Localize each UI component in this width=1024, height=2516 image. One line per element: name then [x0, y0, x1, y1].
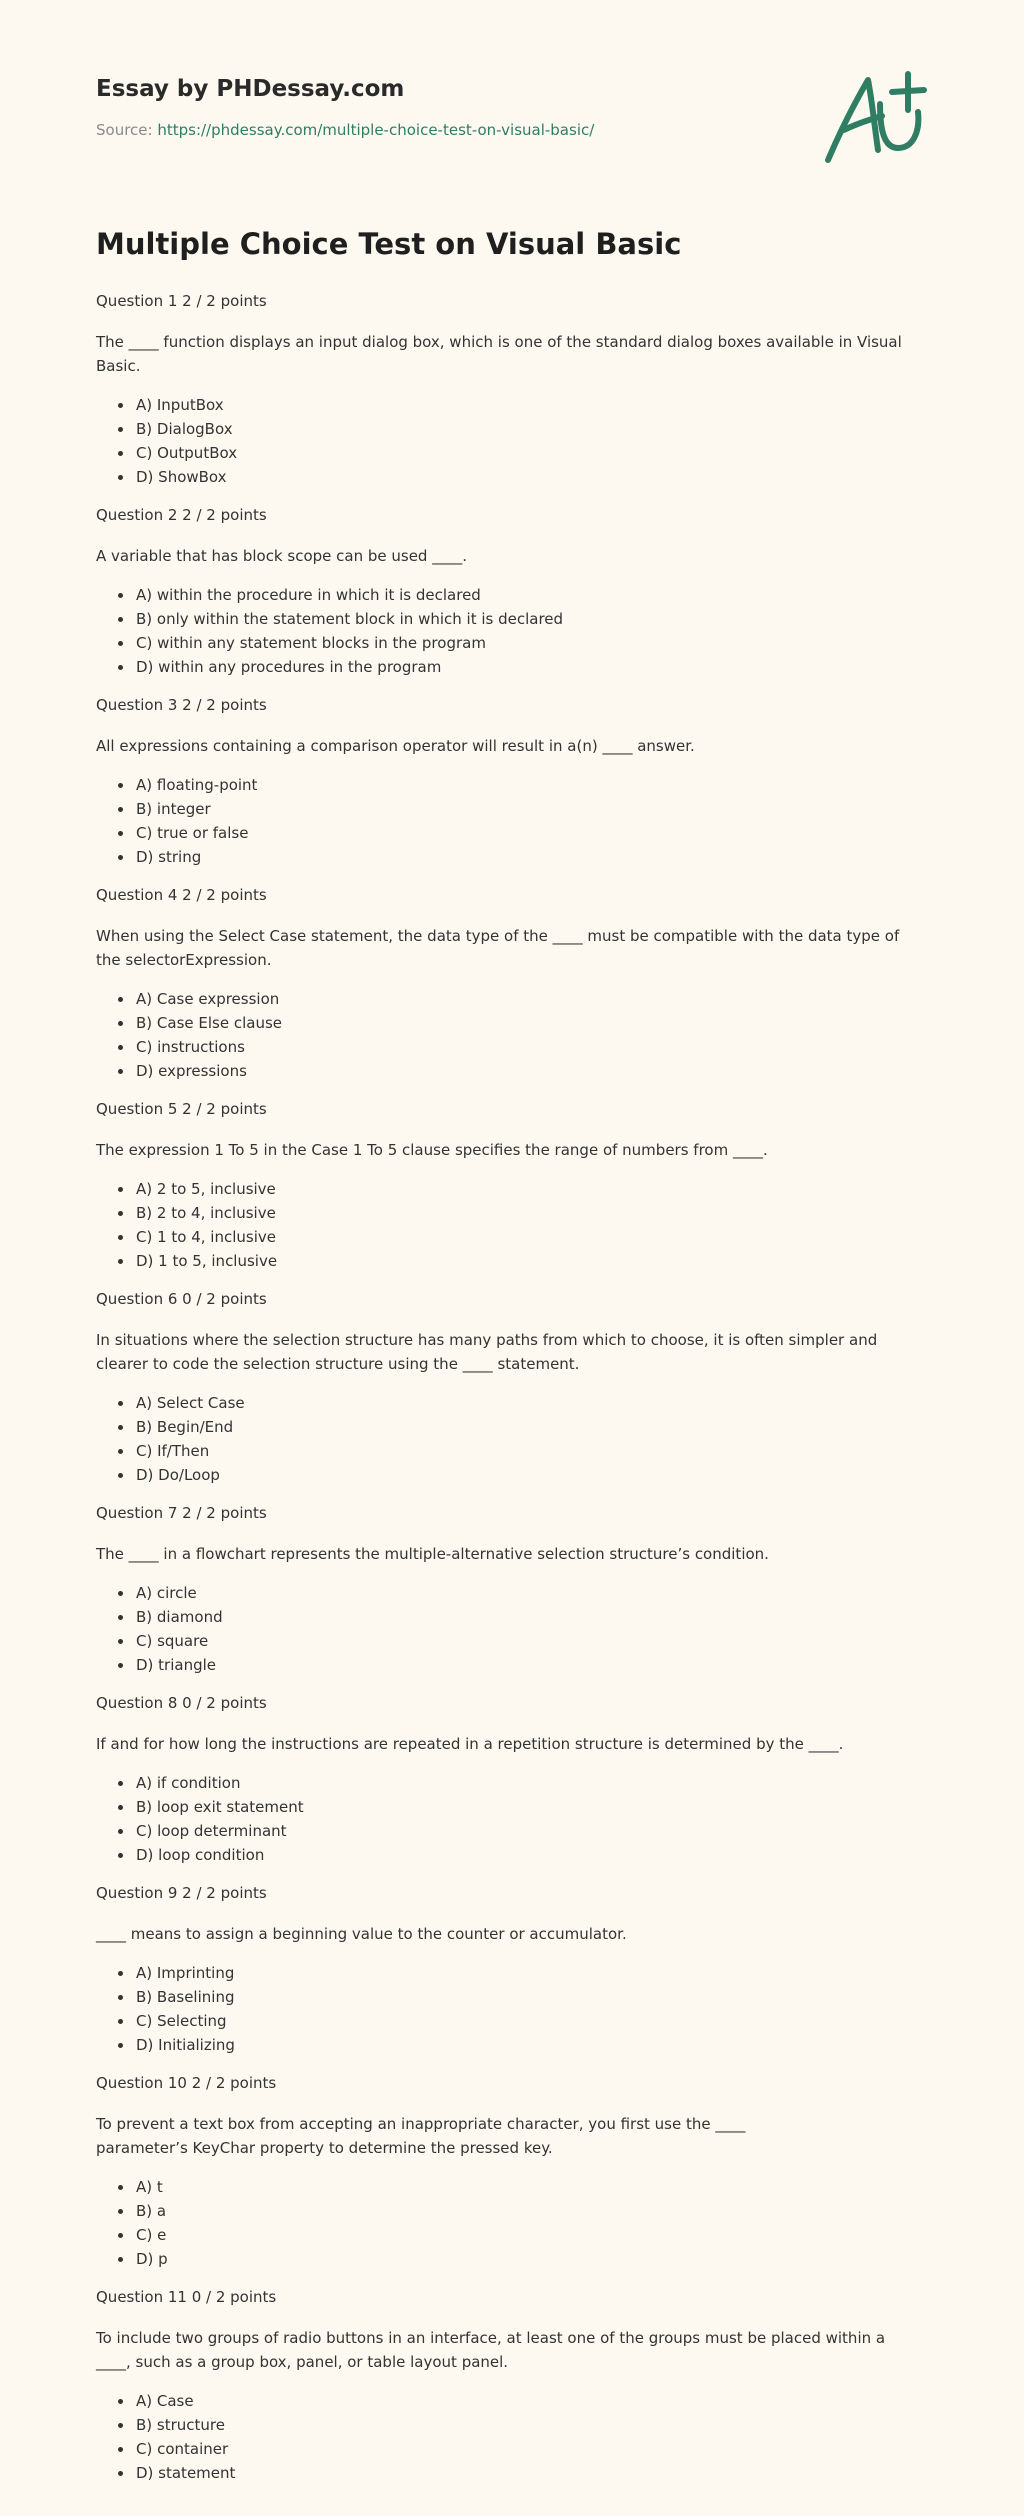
option-list [96, 2389, 916, 2485]
option-a: A) InputBox [118, 393, 916, 417]
option-list [96, 1177, 916, 1273]
option-d: D) Do/Loop [118, 1463, 916, 1487]
option-b: B) 2 to 4, inclusive [118, 1201, 916, 1225]
question-1 [96, 290, 916, 489]
option-b: B) loop exit statement [118, 1795, 916, 1819]
option-list [96, 2175, 916, 2271]
option-a: A) if condition [118, 1771, 916, 1795]
option-c: C) If/Then [118, 1439, 916, 1463]
option-d: D) Initializing [118, 2033, 916, 2057]
question-text: ____ means to assign a beginning value to the counter or accumulator. [96, 1925, 627, 1943]
option-b: B) only within the statement block in which it is declared [118, 607, 916, 631]
question-11 [96, 2286, 916, 2485]
option-list [96, 393, 916, 489]
option-list [96, 1961, 916, 2057]
option-a: A) Select Case [118, 1391, 916, 1415]
question-3 [96, 694, 916, 869]
question-text-line: To prevent a text box from accepting an inappropriate character, you first use the ____ [96, 2115, 746, 2133]
option-d: D) ShowBox [118, 465, 916, 489]
article-content [96, 222, 916, 2500]
question-text: The ____ function displays an input dialog box, which is one of the standard dialog boxes available in Visual Basic. [96, 333, 902, 375]
question-header: Question 9 2 / 2 points [96, 1884, 267, 1902]
option-d: D) string [118, 845, 916, 869]
question-header: Question 5 2 / 2 points [96, 1100, 267, 1118]
question-header: Question 1 2 / 2 points [96, 292, 267, 310]
option-list [96, 1581, 916, 1677]
option-c: C) 1 to 4, inclusive [118, 1225, 916, 1249]
question-header: Question 3 2 / 2 points [96, 696, 267, 714]
page-title: Multiple Choice Test on Visual Basic [96, 227, 682, 261]
question-header: Question 11 0 / 2 points [96, 2288, 277, 2306]
option-c: C) Selecting [118, 2009, 916, 2033]
a-plus-logo-icon [822, 66, 934, 168]
option-d: D) loop condition [118, 1843, 916, 1867]
option-b: B) Begin/End [118, 1415, 916, 1439]
option-a: A) Case expression [118, 987, 916, 1011]
question-header: Question 4 2 / 2 points [96, 886, 267, 904]
question-header: Question 2 2 / 2 points [96, 506, 267, 524]
question-9 [96, 1882, 916, 2057]
question-header: Question 8 0 / 2 points [96, 1694, 267, 1712]
option-b: B) a [118, 2199, 916, 2223]
option-c: C) square [118, 1629, 916, 1653]
option-list [96, 773, 916, 869]
option-a: A) within the procedure in which it is declared [118, 583, 916, 607]
question-4 [96, 884, 916, 1083]
option-list [96, 987, 916, 1083]
brand-title: Essay by PHDessay.com [96, 76, 405, 102]
option-c: C) loop determinant [118, 1819, 916, 1843]
option-b: B) structure [118, 2413, 916, 2437]
option-b: B) diamond [118, 1605, 916, 1629]
option-d: D) statement [118, 2461, 916, 2485]
source-line [96, 120, 928, 140]
option-c: C) within any statement blocks in the program [118, 631, 916, 655]
option-c: C) OutputBox [118, 441, 916, 465]
question-text: If and for how long the instructions are repeated in a repetition structure is determined by the ____. [96, 1735, 844, 1753]
option-b: B) Baselining [118, 1985, 916, 2009]
source-link[interactable]: https://phdessay.com/multiple-choice-test-on-visual-basic/ [157, 121, 595, 139]
option-b: B) integer [118, 797, 916, 821]
question-text: A variable that has block scope can be used ____. [96, 547, 467, 565]
option-a: A) 2 to 5, inclusive [118, 1177, 916, 1201]
option-a: A) circle [118, 1581, 916, 1605]
option-c: C) instructions [118, 1035, 916, 1059]
question-header: Question 6 0 / 2 points [96, 1290, 267, 1308]
option-d: D) 1 to 5, inclusive [118, 1249, 916, 1273]
question-header: Question 10 2 / 2 points [96, 2074, 277, 2092]
option-c: C) container [118, 2437, 916, 2461]
option-c: C) true or false [118, 821, 916, 845]
option-d: D) triangle [118, 1653, 916, 1677]
question-text-line: parameter’s KeyChar property to determine the pressed key. [96, 2139, 553, 2157]
option-d: D) p [118, 2247, 916, 2271]
option-list [96, 1391, 916, 1487]
page-header [96, 72, 928, 140]
question-8 [96, 1692, 916, 1867]
question-header: Question 7 2 / 2 points [96, 1504, 267, 1522]
option-list [96, 583, 916, 679]
question-text: When using the Select Case statement, the data type of the ____ must be compatible with the data type of the selectorExpression. [96, 927, 900, 969]
option-a: A) floating-point [118, 773, 916, 797]
question-text: The expression 1 To 5 in the Case 1 To 5 clause specifies the range of numbers from ____. [96, 1141, 768, 1159]
option-d: D) expressions [118, 1059, 916, 1083]
question-text: To include two groups of radio buttons in an interface, at least one of the groups must be placed within a ____, such as a group box, panel, or table layout panel. [96, 2329, 886, 2371]
option-a: A) t [118, 2175, 916, 2199]
option-b: B) DialogBox [118, 417, 916, 441]
option-list [96, 1771, 916, 1867]
option-c: C) e [118, 2223, 916, 2247]
question-6 [96, 1288, 916, 1487]
question-text: The ____ in a flowchart represents the multiple-alternative selection structure’s condition. [96, 1545, 769, 1563]
question-5 [96, 1098, 916, 1273]
question-text: In situations where the selection structure has many paths from which to choose, it is often simpler and clearer to code the selection structure using the ____ statement. [96, 1331, 878, 1373]
option-a: A) Case [118, 2389, 916, 2413]
question-7 [96, 1502, 916, 1677]
option-b: B) Case Else clause [118, 1011, 916, 1035]
source-label: Source: [96, 121, 158, 139]
option-d: D) within any procedures in the program [118, 655, 916, 679]
question-10 [96, 2072, 916, 2271]
option-a: A) Imprinting [118, 1961, 916, 1985]
question-text [96, 2112, 916, 2160]
question-2 [96, 504, 916, 679]
question-text: All expressions containing a comparison operator will result in a(n) ____ answer. [96, 737, 695, 755]
